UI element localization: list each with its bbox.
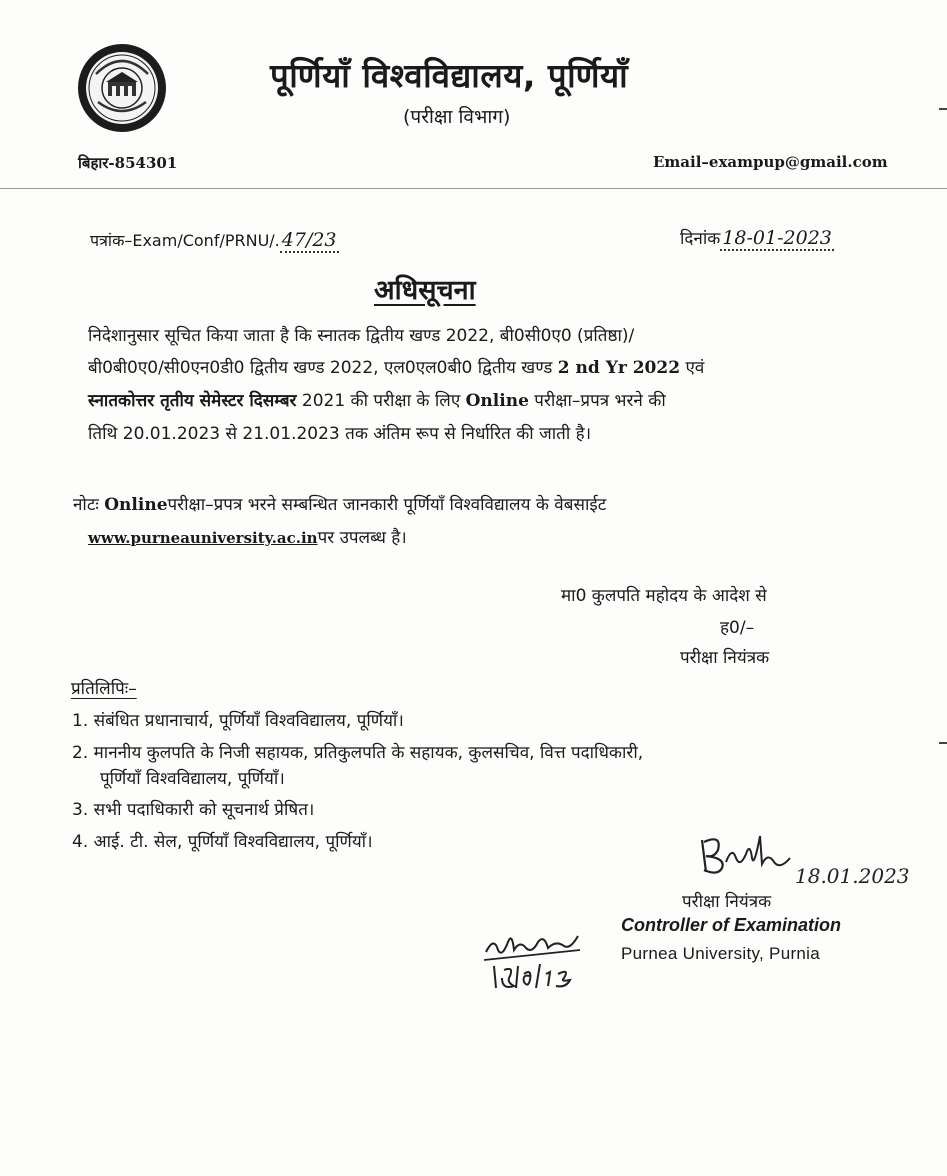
date-value: 18-01-2023 <box>722 227 832 249</box>
address: बिहार-854301 <box>78 154 178 172</box>
reference-label: पत्रांक–Exam/Conf/PRNU/. <box>90 231 280 250</box>
order-line-2: ह0/– <box>720 618 755 638</box>
stamp-line-2: Purnea University, Purnia <box>621 944 820 963</box>
copy-item-3: 3. सभी पदाधिकारी को सूचनार्थ प्रेषित। <box>72 800 315 820</box>
note-text-1: परीक्षा–प्रपत्र भरने सम्बन्धित जानकारी पूर्णियाँ विश्वविद्यालय के वेबसाईट <box>167 495 607 515</box>
note-line-1 <box>73 492 606 515</box>
copy-item-4: 4. आई. टी. सेल, पूर्णियाँ विश्वविद्यालय, पूर्णियाँ। <box>72 832 373 852</box>
scan-edge-mark <box>939 742 947 744</box>
email: Email–exampup@gmail.com <box>653 153 888 171</box>
order-line-1: मा0 कुलपति महोदय के आदेश से <box>561 586 767 606</box>
reference-number <box>90 229 339 253</box>
university-title: पूर्णियाँ विश्वविद्यालय, पूर्णियाँ <box>270 56 629 95</box>
copies-heading: प्रतिलिपिः– <box>71 679 137 699</box>
website-link[interactable]: www.purneauniversity.ac.in <box>88 529 318 547</box>
controller-signature-icon <box>696 828 796 878</box>
initials-signature-icon <box>480 930 590 992</box>
order-line-3: परीक्षा नियंत्रक <box>680 648 770 668</box>
date-label: दिनांक <box>680 229 721 249</box>
notice-line-2 <box>88 355 704 378</box>
note-online: Online <box>104 495 168 515</box>
signatory-title-hindi: परीक्षा नियंत्रक <box>682 892 772 912</box>
notice-line-3-online: Online <box>465 391 529 411</box>
notice-line-2-bold: 2 nd Yr 2022 <box>557 358 681 378</box>
notice-line-3-mid: 2021 की परीक्षा के लिए <box>296 391 466 411</box>
notice-line-3-post: परीक्षा–प्रपत्र भरने की <box>528 391 666 411</box>
header-divider <box>0 188 947 189</box>
reference-value: 47/23 <box>281 229 337 251</box>
copy-item-2-continued: पूर्णियाँ विश्वविद्यालय, पूर्णियाँ। <box>100 769 285 789</box>
copy-item-2: 2. माननीय कुलपति के निजी सहायक, प्रतिकुलपति के सहायक, कुलसचिव, वित्त पदाधिकारी, <box>72 743 644 763</box>
notice-heading: अधिसूचना <box>374 275 476 306</box>
notice-line-3 <box>88 388 666 411</box>
notice-line-2-pre: बी0बी0ए0/सी0एन0डी0 द्वितीय खण्ड 2022, एल0एल0बी0 द्वितीय खण्ड <box>88 358 558 378</box>
notice-line-2-post: एवं <box>680 358 705 378</box>
notice-date <box>680 226 834 251</box>
note-label: नोटः <box>73 495 105 515</box>
copy-item-1: 1. संबंधित प्रधानाचार्य, पूर्णियाँ विश्वविद्यालय, पूर्णियाँ। <box>72 711 404 731</box>
scan-edge-mark <box>939 108 947 110</box>
notice-line-4: तिथि 20.01.2023 से 21.01.2023 तक अंतिम रूप से निर्धारित की जाती है। <box>88 424 592 444</box>
note-text-2: पर उपलब्ध है। <box>317 528 407 548</box>
signature-date: 18.01.2023 <box>795 864 910 888</box>
note-line-2 <box>88 525 407 548</box>
department-name: (परीक्षा विभाग) <box>403 106 511 128</box>
university-seal-icon <box>76 42 168 134</box>
notice-line-1: निदेशानुसार सूचित किया जाता है कि स्नातक द्वितीय खण्ड 2022, बी0सी0ए0 (प्रतिष्ठा)/ <box>88 326 635 346</box>
stamp-line-1: Controller of Examination <box>621 915 842 935</box>
notice-line-3-bold: स्नातकोत्तर तृतीय सेमेस्टर दिसम्बर <box>88 391 297 411</box>
